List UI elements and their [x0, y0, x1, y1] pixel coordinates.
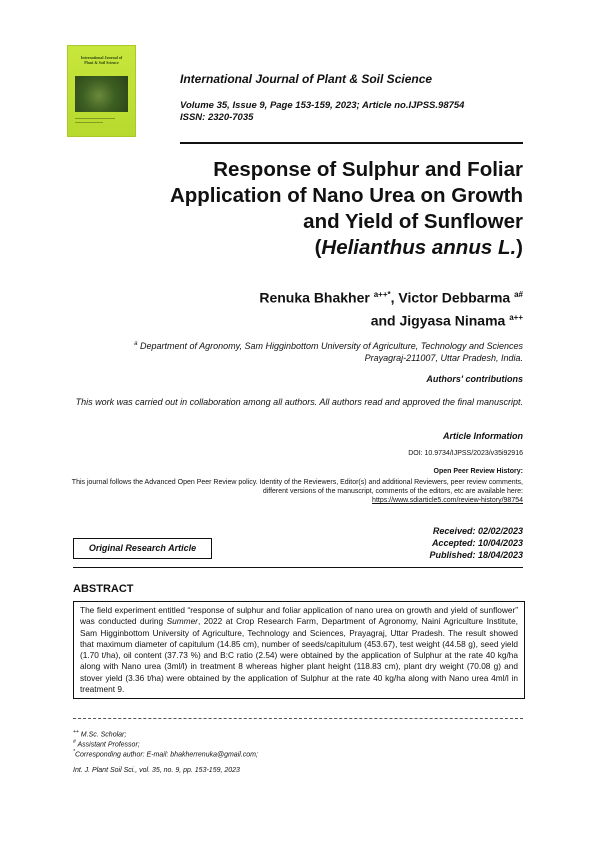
contributions-heading: Authors' contributions: [426, 374, 523, 384]
section-divider: [73, 567, 523, 568]
footnote-3: *Corresponding author: E-mail: bhakherrenuka@gmail.com;: [73, 749, 258, 759]
author-name: Renuka Bhakher: [259, 289, 370, 306]
article-type-badge: Original Research Article: [73, 538, 212, 559]
cover-title: International Journal of Plant & Soil Science: [80, 55, 123, 65]
footnote-divider: [73, 718, 523, 719]
contributions-text: This work was carried out in collaboration among all authors. All authors read and approved the final manuscript.: [75, 397, 523, 407]
article-info-heading: Article Information: [442, 431, 523, 441]
author-list: Renuka Bhakher $^{a++*}$, Victor Debbarma $^{a\#}$ and Jigyasa Ninama $^{a++}$: [259, 289, 523, 329]
species-name: Helianthus annus L.: [321, 236, 517, 259]
article-dates: [380, 525, 523, 561]
author-name: Jigyasa Ninama: [399, 312, 506, 329]
journal-name: International Journal of Plant & Soil Science: [180, 72, 433, 86]
author-name: Victor Debbarma: [398, 289, 511, 306]
peer-review-link[interactable]: https://www.sdiarticle5.com/review-history/98754: [372, 497, 523, 504]
received-date: Received: 02/02/2023: [432, 526, 523, 536]
published-date: Published: 18/04/2023: [429, 550, 523, 560]
journal-cover-image: [67, 45, 136, 137]
issn: ISSN: 2320-7035: [180, 112, 254, 123]
cover-photo: [75, 76, 128, 112]
citation-footer: Int. J. Plant Soil Sci., vol. 35, no. 9, pp. 153-159, 2023: [73, 767, 240, 774]
cover-divider: [75, 118, 115, 119]
volume-info: Volume 35, Issue 9, Page 153-159, 2023; Article no.IJPSS.98754: [180, 100, 465, 111]
peer-review-text: This journal follows the Advanced Open Peer Review policy. Identity of the Reviewers, Editor(s) and additional Reviewers, peer review comments, different versions of the manuscript, comments of the editors, etc are available here: https://www.sdiarticle5.com/review-history/98754: [71, 479, 523, 504]
paper-title: Response of Sulphur and Foliar Application of Nano Urea on Growth and Yield of Sunflower (Helianthus annus L.): [169, 158, 523, 259]
peer-review-heading: Open Peer Review History:: [433, 468, 523, 475]
abstract-body: The field experiment entitled “response of sulphur and foliar application of nano urea on growth and yield of sunflower” was conducted during Summer, 2022 at Crop Research Farm, Department of Agronomy, Naini Agriculture Institute, Sam Higginbottom University of Agriculture, Technology and Sciences, Prayagraj, Uttar Pradesh. The result showed that maximum diameter of capitulum (14.85 cm), number of seeds/capitulum (453.67), test weight (44.58 g), seed yield (1.70 t/ha), oil content (37.73 %) and B:C ratio (2.54) were obtained by the application of Sulphur at the rate 40 kg/ha along with Nano urea (3ml/l) in treatment 8 whereas higher plant height (118.83 cm), plant dry weight (70.08 g) and stover yield (3.36 t/ha) were obtained by the application of Sulphur at the rate 40 kg/ha along with Nano urea 4ml/l in treatment 9.: [73, 601, 525, 699]
cover-divider: [75, 122, 103, 123]
abstract-heading: ABSTRACT: [73, 583, 134, 595]
footnote-1: ++ M.Sc. Scholar;: [73, 729, 127, 739]
footnote-2: # Assistant Professor;: [73, 739, 140, 749]
accepted-date: Accepted: 10/04/2023: [431, 538, 523, 548]
header-divider: [180, 142, 523, 144]
affiliation: $^a$ Department of Agronomy, Sam Higginbottom University of Agriculture, Technology and Sciences Prayagraj-211007, Uttar Pradesh, India.: [134, 341, 523, 363]
doi: DOI: 10.9734/IJPSS/2023/v35i92916: [408, 450, 523, 457]
